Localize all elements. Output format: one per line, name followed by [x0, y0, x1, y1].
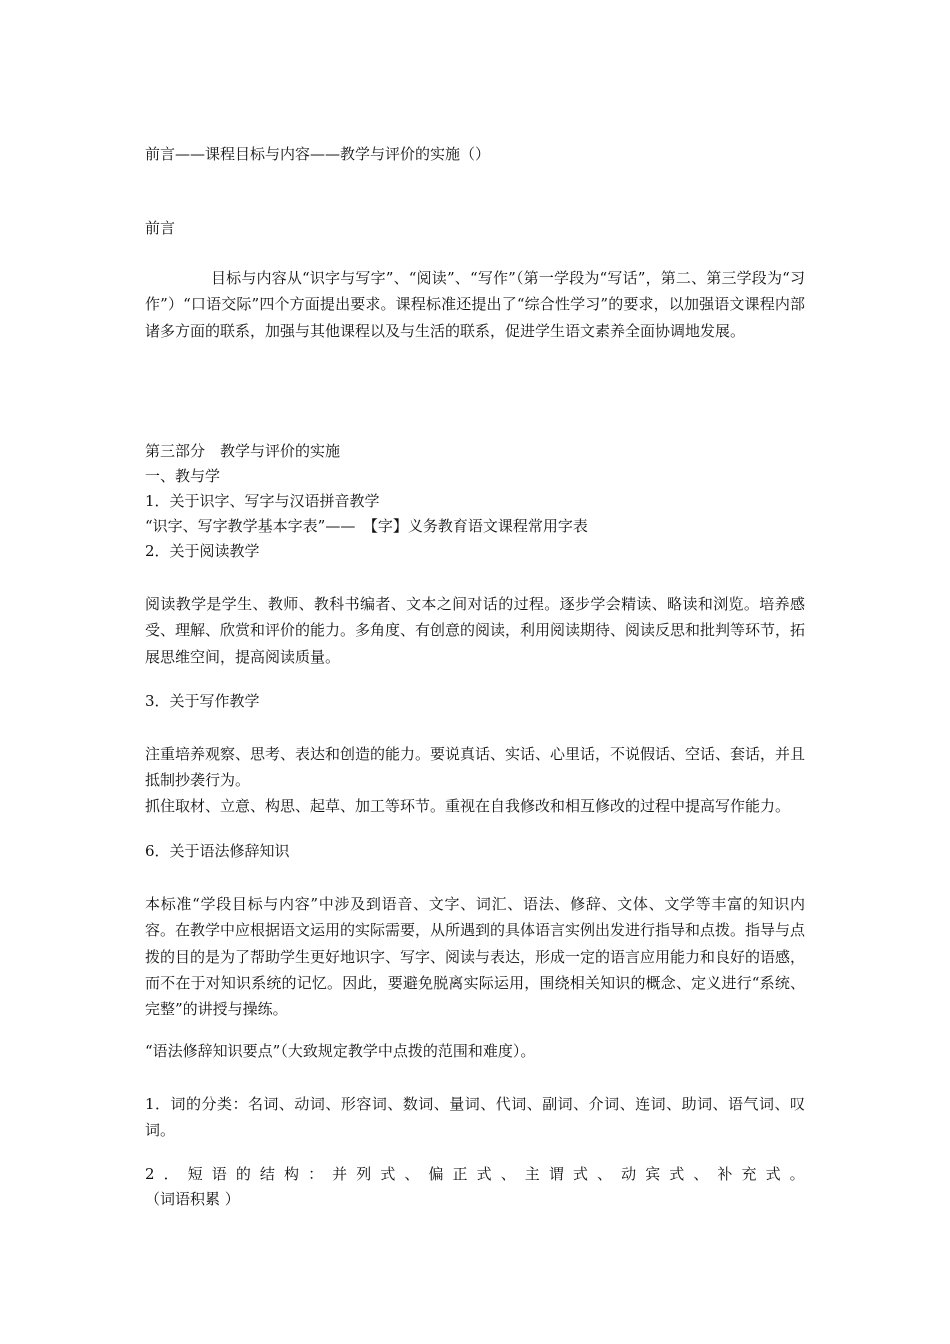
- writing-paragraph-1: 注重培养观察、思考、表达和创造的能力。要说真话、实话、心里话，不说假话、空话、套话，并且抵制抄袭行为。: [145, 745, 806, 790]
- writing-paragraph-2: 抓住取材、立意、构思、起草、加工等环节。重视在自我修改和相互修改的过程中提高写作能力。: [145, 797, 791, 815]
- point1-paragraph: 1．词的分类：名词、动词、形容词、数词、量词、代词、副词、介词、连词、助词、语气词、叹词。: [145, 1095, 805, 1140]
- grammar-points-line: “语法修辞知识要点”（大致规定教学中点拨的范围和难度）。: [145, 1042, 536, 1060]
- point2-char: 、: [404, 1165, 420, 1183]
- item1-heading: 1．关于识字、写字与汉语拼音教学: [145, 492, 380, 510]
- point2-char: 宾: [645, 1165, 661, 1183]
- point2-char: 式: [669, 1165, 685, 1183]
- part3-heading: 第三部分 教学与评价的实施: [145, 442, 341, 460]
- point2-char: 式: [476, 1165, 492, 1183]
- preface-heading: 前言: [145, 219, 176, 237]
- item6-heading: 6．关于语法修辞知识: [145, 842, 290, 860]
- point2-char: 结: [259, 1165, 275, 1183]
- point2-char: 、: [597, 1165, 613, 1183]
- point2-char: 2: [145, 1165, 155, 1183]
- point2-char: 偏: [428, 1165, 444, 1183]
- point2-char: 构: [284, 1165, 300, 1183]
- point2-line: [145, 1167, 805, 1182]
- point2-char: ．: [163, 1165, 179, 1183]
- point2-char: 正: [452, 1165, 468, 1183]
- point2-char: 、: [693, 1165, 709, 1183]
- point2-char: 式: [380, 1165, 396, 1183]
- item3-heading: 3．关于写作教学: [145, 692, 260, 710]
- item2-heading: 2．关于阅读教学: [145, 542, 260, 560]
- item1-line: “识字、写字教学基本字表”—— 【字】义务教育语文课程常用字表: [145, 517, 588, 535]
- point2-char: 动: [621, 1165, 637, 1183]
- point2-char: 的: [235, 1165, 251, 1183]
- point2-char: 式: [765, 1165, 781, 1183]
- point2-char: 并: [332, 1165, 348, 1183]
- point2-char: 、: [500, 1165, 516, 1183]
- document-title: 前言——课程目标与内容——教学与评价的实施（）: [145, 145, 491, 163]
- point2-char: 充: [741, 1165, 757, 1183]
- point2-char: 谓: [548, 1165, 564, 1183]
- point2-tail: （词语积累 ）: [145, 1190, 240, 1208]
- preface-paragraph: 目标与内容从“识字与写字”、“阅读”、“写作”（第一学段为“写话”，第二、第三学段为“习作”）“口语交际”四个方面提出要求。课程标准还提出了“综合性学习”的要求，以加强语文课程内部诸多方面的联系，加强与其他课程以及与生活的联系，促进学生语文素养全面协调地发展。: [145, 269, 805, 340]
- point2-char: 短: [187, 1165, 203, 1183]
- point2-char: ：: [308, 1165, 324, 1183]
- point2-char: 补: [717, 1165, 733, 1183]
- grammar-paragraph: 本标准“学段目标与内容”中涉及到语音、文字、词汇、语法、修辞、文体、文学等丰富的知识内容。在教学中应根据语文运用的实际需要，从所遇到的具体语言实例出发进行指导和点拨。指导与点拨的目的是为了帮助学生更好地识字、写字、阅读与表达，形成一定的语言应用能力和良好的语感，而不在于对知识系统的记忆。因此，要避免脱离实际运用，围绕相关知识的概念、定义进行“系统、完整”的讲授与操练。: [145, 895, 806, 1019]
- point2-char: 列: [356, 1165, 372, 1183]
- point2-char: 主: [524, 1165, 540, 1183]
- section1-heading: 一、教与学: [145, 467, 221, 485]
- point2-char: 语: [211, 1165, 227, 1183]
- point2-char: 式: [572, 1165, 588, 1183]
- point2-char: 。: [789, 1165, 805, 1183]
- reading-paragraph: 阅读教学是学生、教师、教科书编者、文本之间对话的过程。逐步学会精读、略读和浏览。培养感受、理解、欣赏和评价的能力。多角度、有创意的阅读，利用阅读期待、阅读反思和批判等环节，拓展思维空间，提高阅读质量。: [145, 595, 806, 666]
